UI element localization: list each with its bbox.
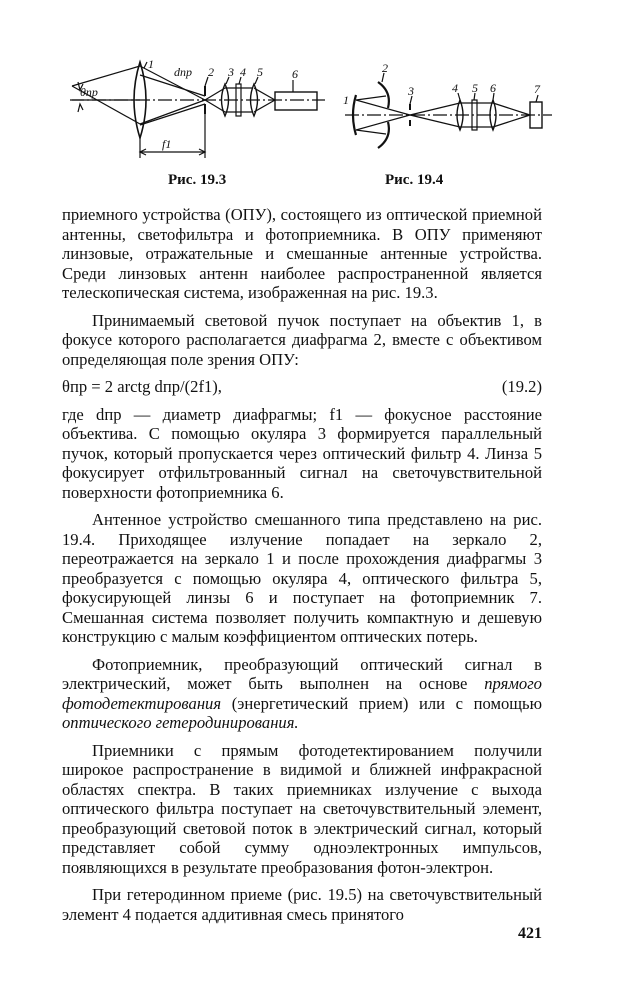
p5-text-c: (энергетический прием) или с помощью [231,693,542,713]
fig-19-4-label-2: 2 [382,61,388,75]
formula-19-2 [62,377,542,397]
paragraph-4: Антенное устройство смешанного типа представлено на рис. 19.4. Приходящее излучение попадает на зеркало 2, переотражается на зеркало 1 и после прохождения диафрагмы 3 преобразуется с помощью окуляра 4, оптического фильтра 5, фокусирующей линзы 6 и поступает на фотоприемник 7. Смешанная система позволяет получить компактную и дешевую конструкцию с малым коэффициентом оптических потерь. [62,510,542,646]
fig-19-3-label-4: 4 [240,65,246,79]
page-number: 421 [518,925,542,942]
fig-19-3-label-6: 6 [292,67,298,81]
fig-19-3-label-5: 5 [257,65,263,79]
fig-19-3-f-label: f1 [162,137,172,151]
fig-19-4-label-6: 6 [490,81,496,95]
fig-19-3-label-1: 1 [148,57,154,71]
paragraph-3: где dпр — диаметр диафрагмы; f1 — фокусное расстояние объектива. С помощью окуляра 3 формируется параллельный пучок, который пропускается через оптический фильтр 4. Линза 5 фокусирует отфильтрованный сигнал на светочувствительной поверхности фотоприемника 6. [62,404,542,502]
fig-19-3-d-label: dпр [174,65,192,79]
fig-19-4-caption: Рис. 19.4 [385,172,444,188]
fig-19-4-label-4: 4 [452,81,458,95]
figures-area [0,0,620,200]
fig-19-4 [345,73,552,148]
fig-19-4-label-7: 7 [534,82,540,96]
fig-19-3-caption: Рис. 19.3 [168,172,227,188]
paragraph-1: приемного устройства (ОПУ), состоящего из оптической приемной антенны, светофильтра и фотоприемника. В ОПУ применяют линзовые, отражательные и смешанные антенные устройства. Среди линзовых антенн наиболее распространенной является телескопическая система, изображенная на рис. 19.3. [62,205,542,302]
formula-number: (19.2) [501,377,542,396]
fig-19-3-label-2: 2 [208,65,214,79]
fig-19-3-theta-label: θпр [80,85,98,99]
figure-19-3-drawing [0,0,620,170]
p5-italic-direct: прямого фотодетектирования [62,674,542,713]
fig-19-4-label-5: 5 [472,81,478,95]
paragraph-7: При гетеродинном приеме (рис. 19.5) на светочувствительный элемент 4 подается аддитивная смесь принятого [62,885,542,924]
fig-19-4-label-1: 1 [343,93,349,107]
fig-19-3 [70,62,325,158]
paragraph-5 [62,655,542,733]
fig-19-4-label-3: 3 [408,84,414,98]
paragraph-6: Приемники с прямым фотодетектированием получили широкое распространение в видимой и ближней инфракрасной областях спектра. В таких приемниках излучение с выхода оптического фильтра поступает на светочувствительный элемент, преобразующий световой поток в электрический сигнал, который представляет собой сумму одноэлектронных импульсов, появляющихся в результате преобразования фотон-электрон. [62,740,542,877]
body-text [62,205,542,924]
formula-expression: θпр = 2 arctg dпр/(2f1), [62,377,222,396]
p5-italic-heterodyne: оптического гетеродинирования. [62,713,299,732]
paragraph-2: Принимаемый световой пучок поступает на объектив 1, в фокусе которого располагается диафрагма 2, вместе с объективом определяющая поле зрения ОПУ: [62,310,542,369]
p5-text-a: Фотоприемник, преобразующий оптический сигнал в электрический, может быть выполнен на основе [62,654,542,693]
fig-19-3-label-3: 3 [228,65,234,79]
